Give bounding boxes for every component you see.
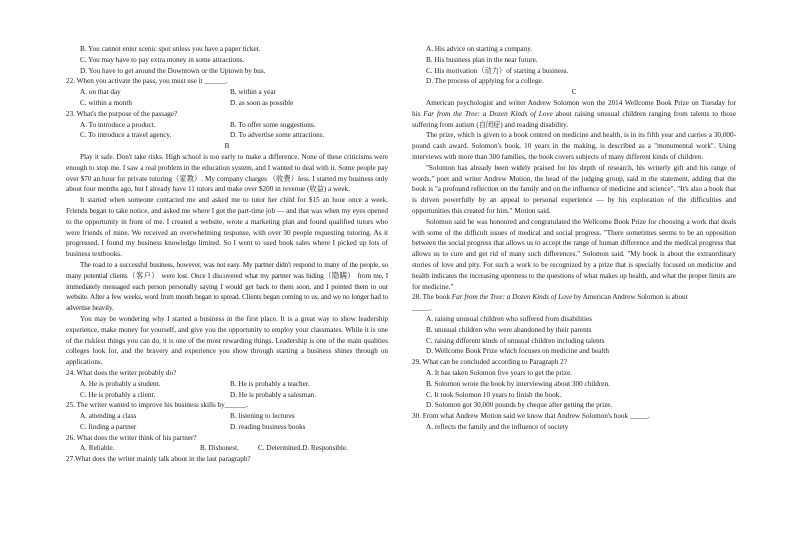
q27-stem: 27.What does the writer mainly talk about in the last paragraph? — [66, 455, 251, 464]
passage-c-book-title: Far from the Tree: a Dozen Kinds of Love — [423, 109, 553, 118]
q25-options-row1 — [66, 411, 388, 422]
q21-option-d: D. You have to get around the Downtown or the Uptown by bus. — [80, 66, 266, 75]
q22-option-b: B. within a year — [230, 88, 276, 97]
passage-b-paragraph-2: It started when someone contacted me and asked me to tutor her child for $15 an hour once a week. Friends began to take notice, and asked me where I got the part-time job — and that was when my eyes opened to the opportunity in front of me. I created a website, wrote a marketing plan and found qualified tutors who were friends of mine. We received an overwhelming response, with over 30 people requesting tutoring. As it progressed, I found my business knowledge limited. So I went to used book sales where I picked up lots of business textbooks. — [66, 196, 388, 259]
q24-option-d: D. He is probably a salesman. — [230, 390, 317, 399]
section-b-label: B — [224, 142, 230, 151]
q26-options-row — [66, 443, 388, 454]
q22-options-row2 — [66, 98, 388, 109]
section-c-label: C — [571, 88, 577, 97]
q28-stem — [412, 292, 736, 303]
right-column — [412, 44, 736, 433]
q23-options-row1 — [66, 120, 388, 131]
passage-c-p1-text-before: American psychologist and writer Andrew Solomon won the 2014 Wellcome Book Prize on Tuesday for his — [412, 98, 736, 118]
q26-option-c: C. Determined. — [258, 444, 303, 453]
q22-option-d: D. as soon as possible — [230, 98, 294, 107]
q28-option-b: B. unusual children who were abandoned by their parents — [426, 325, 592, 334]
q29-option-c: C. It took Solomon 10 years to finish the book. — [426, 390, 562, 399]
q22-stem: 22. When you activate the pass, you must use it ______. — [66, 77, 228, 86]
passage-b-paragraph-4: You may be wondering why I started a business in the first place. It is a great way to show leadership experience, make money for yourself, and give you the opportunity to employ your classmates. While it is one of the riskiest things you can do, it is one of the most rewarding things. Leadership is one of the main qualities colleges look for, and the bravery and experience you show through starting a business shines through on applications. — [66, 314, 388, 367]
q21-option-b: B. You cannot enter scenic spot unless you have a paper ticket. — [80, 45, 261, 53]
q25-option-a: A. attending a class — [80, 412, 137, 421]
q27-option-a: A. His advice on starting a company. — [426, 45, 533, 53]
q27-option-b: B. His business plan in the near future. — [426, 55, 538, 64]
q27-option-c: C. His motivation（动力）of starting a business. — [426, 66, 569, 75]
left-column — [66, 44, 388, 465]
q25-option-d: D. reading business books — [230, 422, 306, 431]
q23-option-c: C. To introduce a travel agency. — [80, 131, 172, 140]
q30-option-a: A. reflects the family and the influence of society — [426, 422, 569, 431]
q22-options-row1 — [66, 87, 388, 98]
q29-option-b: B. Solomon wrote the book by interviewing about 300 children. — [426, 379, 610, 388]
q28-option-d: D. Wellcome Book Prize which focuses on medicine and health — [426, 347, 609, 356]
q25-option-b: B. listening to lectures — [230, 412, 295, 421]
q25-options-row2 — [66, 422, 388, 433]
q28-book-title: Far from the Tree: a Dozen Kinds of Love — [451, 293, 573, 302]
q28-blank: _____. — [412, 304, 432, 313]
passage-c-paragraph-2: The prize, which is given to a book centred on medicine and health, is in its fifth year and carries a 30,000-pound cash award. Solomon's book, 10 years in the making, is described as a "monumental work". Using interviews with more than 300 families, the book covers subjects of many different kinds of children. — [412, 131, 736, 161]
q24-option-b: B. He is probably a teacher. — [230, 379, 310, 388]
q26-stem: 26. What does the writer think of his partner? — [66, 433, 197, 442]
q22-option-c: C. within a month — [80, 98, 132, 107]
q22-option-a: A. on that day — [80, 88, 121, 97]
q29-option-d: D. Solomon got 30,000 pounds by cheque after getting the prize. — [426, 401, 613, 410]
q27-option-d: D. The process of applying for a college. — [426, 77, 544, 86]
q26-option-d: D. Responsible. — [302, 444, 348, 453]
q23-options-row2 — [66, 130, 388, 141]
q26-option-b: B. Dishonest. — [200, 444, 239, 453]
q26-option-a: A. Reliable. — [80, 444, 115, 453]
passage-c-p1-text-after: about raising unusual children ranging from talents to those suffering from autism (自闭症) and reading disability. — [412, 109, 737, 129]
q21-option-c: C. You may have to pay extra money in some attractions. — [80, 55, 245, 64]
q28-stem-before: 28. The book — [412, 293, 452, 302]
q24-option-a: A. He is probably a student. — [80, 379, 161, 388]
q28-stem-after: by American Andrew Solomon is about — [572, 293, 688, 302]
passage-c-paragraph-1 — [412, 98, 736, 130]
q24-options-row1 — [66, 379, 388, 390]
q30-stem: 30. From what Andrew Motion said we know that Andrew Solomon's book _____. — [412, 412, 650, 421]
passage-b-paragraph-3: The road to a successful business, however, was not easy. My partner didn't respond to many of the people, so many potential clients（客户） were lost. Once I discovered what my partner was hiding（隐瞒） from me, I immediately messaged each person personally saying I would get back to them soon, and I pointed them to our website. After a few weeks, word from mouth began to spread. Clients began coming to us, and we no longer had to advertise heavily. — [66, 260, 388, 313]
q29-option-a: A. It has taken Solomon five years to get the prize. — [426, 368, 573, 377]
passage-c-paragraph-3: "Solomon has already been widely praised for his depth of research, his writerly gift and his range of words," poet and writer Andrew Motion, the head of the judging group, said in the statement, adding that the book is "a profound reflection on the family and on the influence of medicine and science". "It's also a book that is driven powerfully by an appeal to personal experience — by his exploration of the difficulties and opportunities this created for him." Motion said. — [412, 163, 736, 215]
q23-option-b: B. To offer some suggestions. — [230, 120, 316, 129]
q23-stem: 23. What's the purpose of the passage? — [66, 109, 178, 118]
q25-option-c: C. finding a partner — [80, 422, 137, 431]
q24-option-c: C. He is probably a client. — [80, 390, 156, 399]
q29-stem: 29. What can be concluded according to Paragraph 2? — [412, 358, 567, 367]
q23-option-a: A. To introduce a product. — [80, 120, 156, 129]
passage-b-paragraph-1: Play it safe. Don't take risks. High school is too early to make a difference. None of these criticisms were enough to stop me. I saw a real problem in the education system, and I wanted to deal with it. Some people pay over $70 an hour for private tutoring（家教）. My company charges （收费）less. I started my business only about four months ago, but I already have 11 tutors and make over $200 in revenue (收益) a week. — [66, 152, 388, 194]
q24-options-row2 — [66, 390, 388, 401]
passage-c-paragraph-4: Solomon said he was honoured and congratulated the Wellcome Book Prize for choosing a work that deals with some of the difficult issues of medical and social progress. "There sometimes seems to be an opposition between the social progress that allows us to accept the range of human difference and the medical progress that allows us to cure and get rid of many such differences." Solomon said. "My book is about the extraordinary stories of love and pity. For such a work to be recognized by a prize that is specially focused on medicine and health indicates the increasing openness to the questions of what makes up health, and what the proper limits are for medicine." — [412, 217, 736, 291]
q23-option-d: D. To advertise some attractions. — [230, 131, 325, 140]
q25-stem: 25. The writer wanted to improve his business skills by______. — [66, 401, 249, 410]
q28-option-a: A. raising unusual children who suffered from disabilities — [426, 314, 592, 323]
q24-stem: 24. What does the writer probably do? — [66, 368, 177, 377]
q28-option-c: C. raising different kinds of unusual children including talents — [426, 336, 605, 345]
